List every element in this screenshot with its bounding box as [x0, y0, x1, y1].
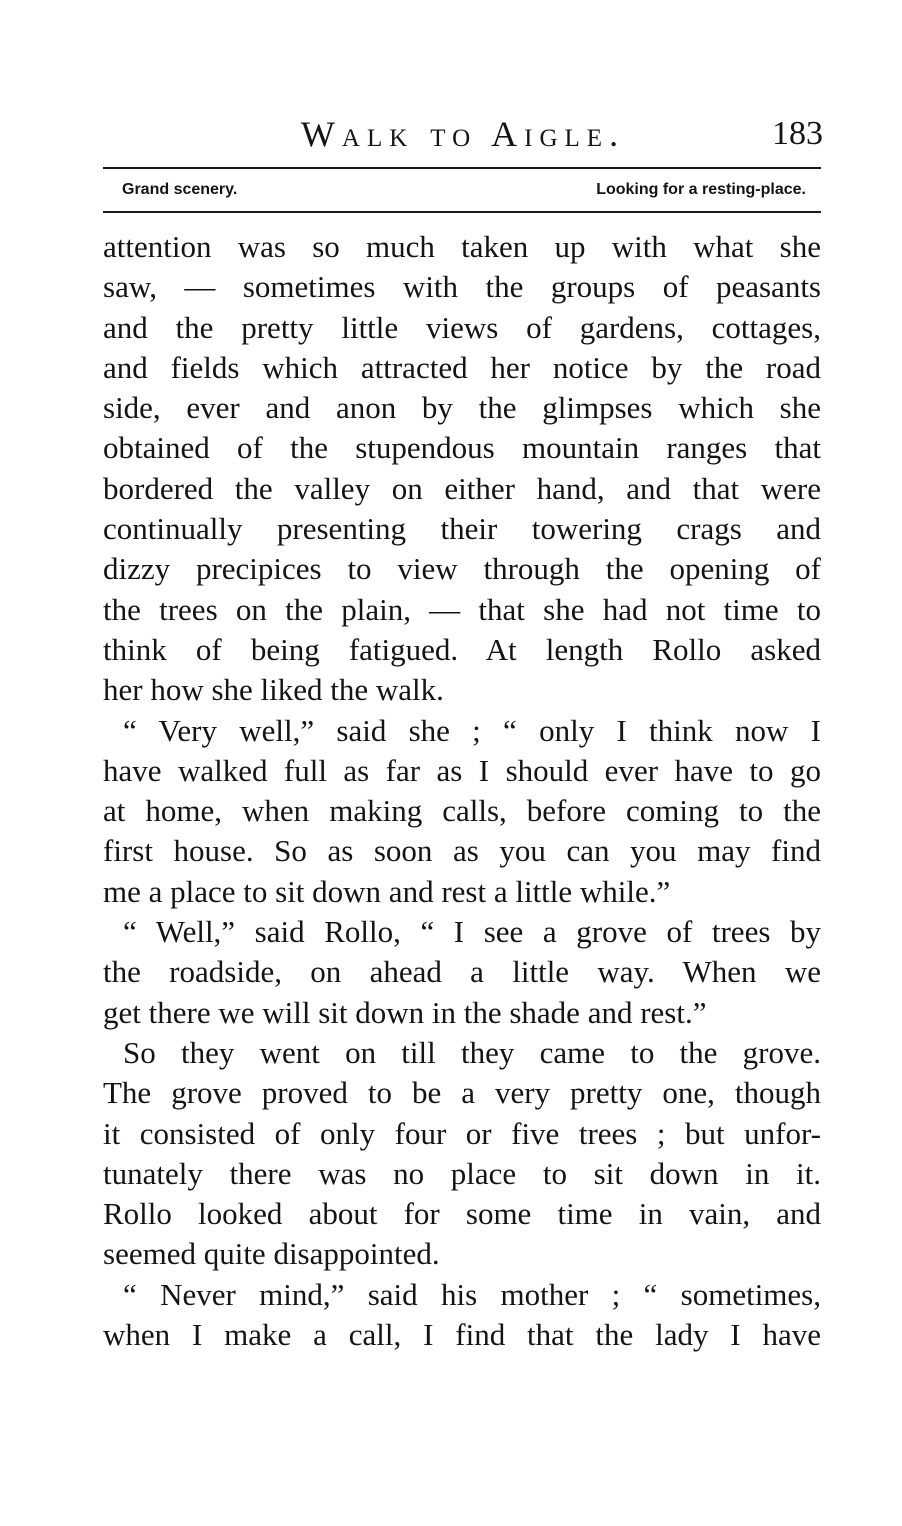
text-line: first house. So as soon as you can you may find — [103, 833, 821, 869]
text-line: “ Never mind,” said his mother ; “ sometimes, — [123, 1276, 821, 1312]
text-line: think of being fatigued. At length Rollo asked — [103, 631, 821, 667]
side-note-right: Looking for a resting-place. — [596, 181, 806, 198]
text-line: obtained of the stupendous mountain ranges that — [103, 430, 821, 466]
text-line: and the pretty little views of gardens, cottages, — [103, 309, 821, 345]
text-line: have walked full as far as I should ever have to go — [103, 752, 821, 788]
text-line: side, ever and anon by the glimpses which she — [103, 390, 821, 426]
page-number: 183 — [772, 115, 823, 152]
text-line: the trees on the plain, — that she had not time to — [103, 591, 821, 627]
text-line: seemed quite disappointed. — [103, 1236, 440, 1272]
text-line: Rollo looked about for some time in vain, and — [103, 1196, 821, 1232]
header-rule-top — [103, 167, 821, 169]
text-line: tunately there was no place to sit down in it. — [103, 1155, 821, 1191]
text-line: get there we will sit down in the shade and rest.” — [103, 994, 707, 1030]
text-line: The grove proved to be a very pretty one, though — [103, 1075, 821, 1111]
body-text — [103, 227, 821, 1355]
text-line: dizzy precipices to view through the opening of — [103, 551, 821, 587]
text-line: at home, when making calls, before coming to the — [103, 793, 821, 829]
text-line: attention was so much taken up with what she — [103, 229, 821, 264]
text-line: her how she liked the walk. — [103, 672, 444, 708]
side-note-left: Grand scenery. — [122, 181, 238, 198]
text-line: me a place to sit down and rest a little while.” — [103, 873, 671, 909]
text-line: So they went on till they came to the grove. — [123, 1034, 821, 1070]
running-head — [103, 110, 823, 158]
text-line: the roadside, on ahead a little way. When we — [103, 954, 821, 990]
text-line: when I make a call, I find that the lady I have — [103, 1317, 821, 1353]
header-rule-bottom — [103, 211, 821, 213]
text-line: saw, — sometimes with the groups of peasants — [103, 269, 821, 305]
text-line: and fields which attracted her notice by the road — [103, 349, 821, 385]
text-line: “ Well,” said Rollo, “ I see a grove of trees by — [123, 914, 821, 950]
text-line: it consisted of only four or five trees ; but unfor- — [103, 1115, 821, 1151]
text-line: “ Very well,” said she ; “ only I think now I — [123, 712, 821, 748]
text-line: bordered the valley on either hand, and that were — [103, 470, 821, 506]
running-title: Walk to Aigle. — [300, 114, 626, 154]
side-notes — [122, 176, 806, 204]
text-line: continually presenting their towering crags and — [103, 511, 821, 547]
